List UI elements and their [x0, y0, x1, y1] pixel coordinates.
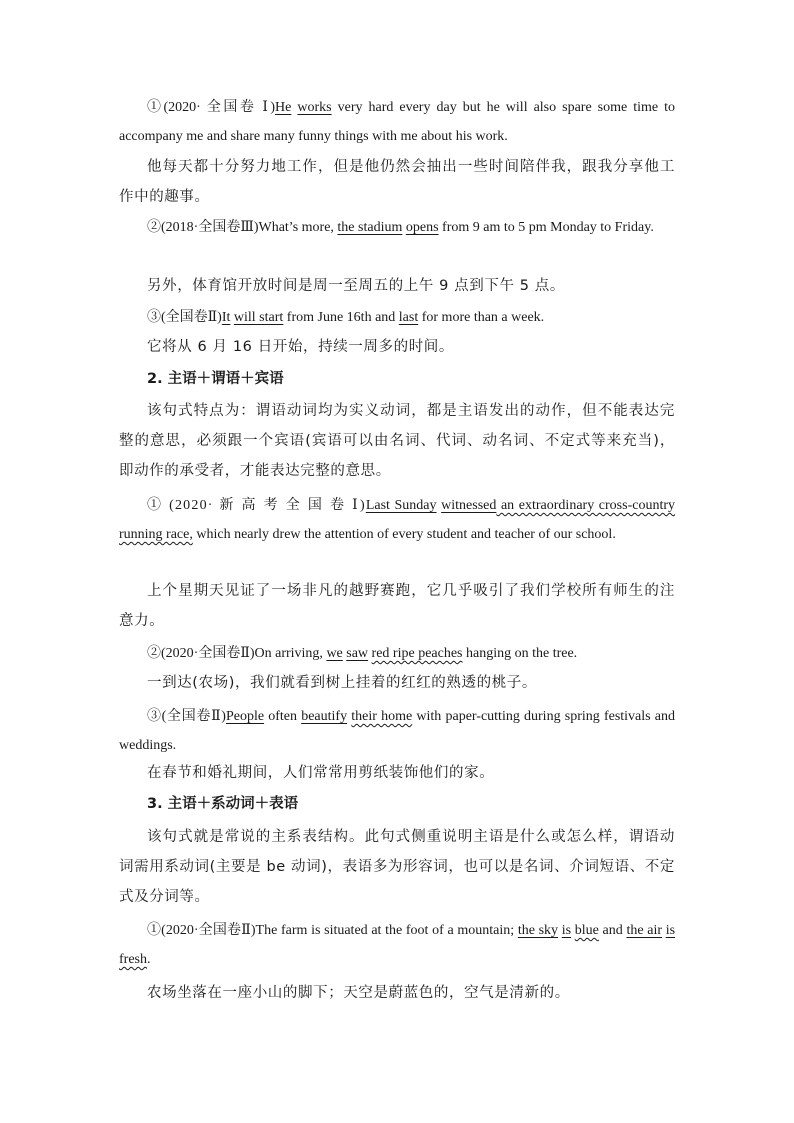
source-tag: ① (2020· 新 高 考 全 国 卷 Ⅰ) — [147, 498, 366, 513]
object: red ripe peaches — [371, 646, 463, 661]
example-1-1 — [119, 93, 675, 151]
sentence-mid: from June 16th and — [283, 310, 399, 325]
predicate: opens — [405, 220, 439, 235]
sentence-rest: with paper-cutting during spring festivals and weddings. — [119, 709, 675, 753]
source-tag: ③(全国卷Ⅱ) — [147, 709, 226, 724]
example-2-2 — [119, 639, 675, 668]
example-3-1 — [119, 916, 675, 974]
sentence-mid: often — [264, 709, 302, 724]
section-description-2: 该句式特点为：谓语动词均为实义动词，都是主语发出的动作，但不能表达完整的意思，必须跟一个宾语(宾语可以由名词、代词、动名词、不定式等来充当)，即动作的承受者，才能表达完整的意思。 — [119, 403, 675, 479]
source-tag: ③(全国卷Ⅱ) — [147, 310, 222, 325]
example-1-3 — [119, 303, 675, 332]
predicate: saw — [346, 646, 369, 661]
subject: It — [221, 310, 231, 325]
sentence-rest: very hard every day but he will also spare some time to accompany me and share many funny things with me about his work. — [119, 100, 676, 144]
sentence-mid: and — [598, 923, 627, 938]
sentence-end: . — [147, 952, 151, 967]
sentence-rest: which nearly drew the attention of every student and teacher of our school. — [192, 527, 616, 542]
translation-1-2: 另外，体育馆开放时间是周一至周五的上午 9 点到下午 5 点。 — [147, 278, 565, 294]
predicative: blue — [574, 923, 599, 938]
section-description-3: 该句式就是常说的主系表结构。此句式侧重说明主语是什么或怎么样，谓语动词需用系动词(主要是 be 动词)，表语多为形容词，也可以是名词、介词短语、不定式及分词等。 — [119, 829, 675, 905]
predicate: beautify — [301, 709, 348, 724]
subject: the sky — [517, 923, 559, 938]
translation-1-1: 他每天都十分努力地工作，但是他仍然会抽出一些时间陪伴我，跟我分享他工作中的趣事。 — [119, 159, 675, 205]
subject: He — [275, 100, 292, 115]
predicate: works — [297, 100, 332, 115]
example-2-1 — [119, 491, 675, 549]
sentence-rest: for more than a week. — [418, 310, 545, 325]
sentence-rest: from 9 am to 5 pm Monday to Friday. — [438, 220, 654, 235]
translation-2-1: 上个星期天见证了一场非凡的越野赛跑，它几乎吸引了我们学校所有师生的注意力。 — [119, 583, 675, 629]
linking-verb: is — [665, 923, 676, 938]
source-tag: ②(2020·全国卷Ⅱ)On arriving, — [147, 646, 327, 661]
example-1-2 — [119, 213, 675, 242]
predicate: witnessed — [441, 498, 497, 513]
subject: People — [225, 709, 265, 724]
subject: we — [326, 646, 343, 661]
object: an extraordinary cross-country running race, — [119, 498, 675, 542]
section-heading-2: 2. 主语＋谓语＋宾语 — [147, 371, 284, 387]
subject: Last Sunday — [365, 498, 437, 513]
subject: the stadium — [337, 220, 403, 235]
example-2-3 — [119, 702, 675, 760]
object: their home — [351, 709, 413, 724]
section-heading-3: 3. 主语＋系动词＋表语 — [147, 796, 299, 812]
source-tag: ①(2020·全国卷Ⅱ)The farm is situated at the foot of a mountain; — [147, 923, 518, 938]
source-tag: ①(2020· 全国卷 Ⅰ) — [147, 100, 276, 115]
translation-2-2: 一到达(农场)，我们就看到树上挂着的红红的熟透的桃子。 — [147, 675, 538, 691]
translation-3-1: 农场坐落在一座小山的脚下；天空是蔚蓝色的，空气是清新的。 — [147, 985, 570, 1001]
predicate: will start — [233, 310, 284, 325]
translation-1-3: 它将从 6 月 16 日开始，持续一周多的时间。 — [147, 339, 455, 355]
linking-verb: is — [561, 923, 572, 938]
subject: the air — [626, 923, 662, 938]
predicative: fresh — [119, 952, 147, 967]
predicate: last — [398, 310, 419, 325]
sentence-rest: hanging on the tree. — [462, 646, 578, 661]
source-tag: ②(2018·全国卷Ⅲ)What’s more, — [147, 220, 338, 235]
translation-2-3: 在春节和婚礼期间，人们常常用剪纸装饰他们的家。 — [147, 765, 495, 781]
